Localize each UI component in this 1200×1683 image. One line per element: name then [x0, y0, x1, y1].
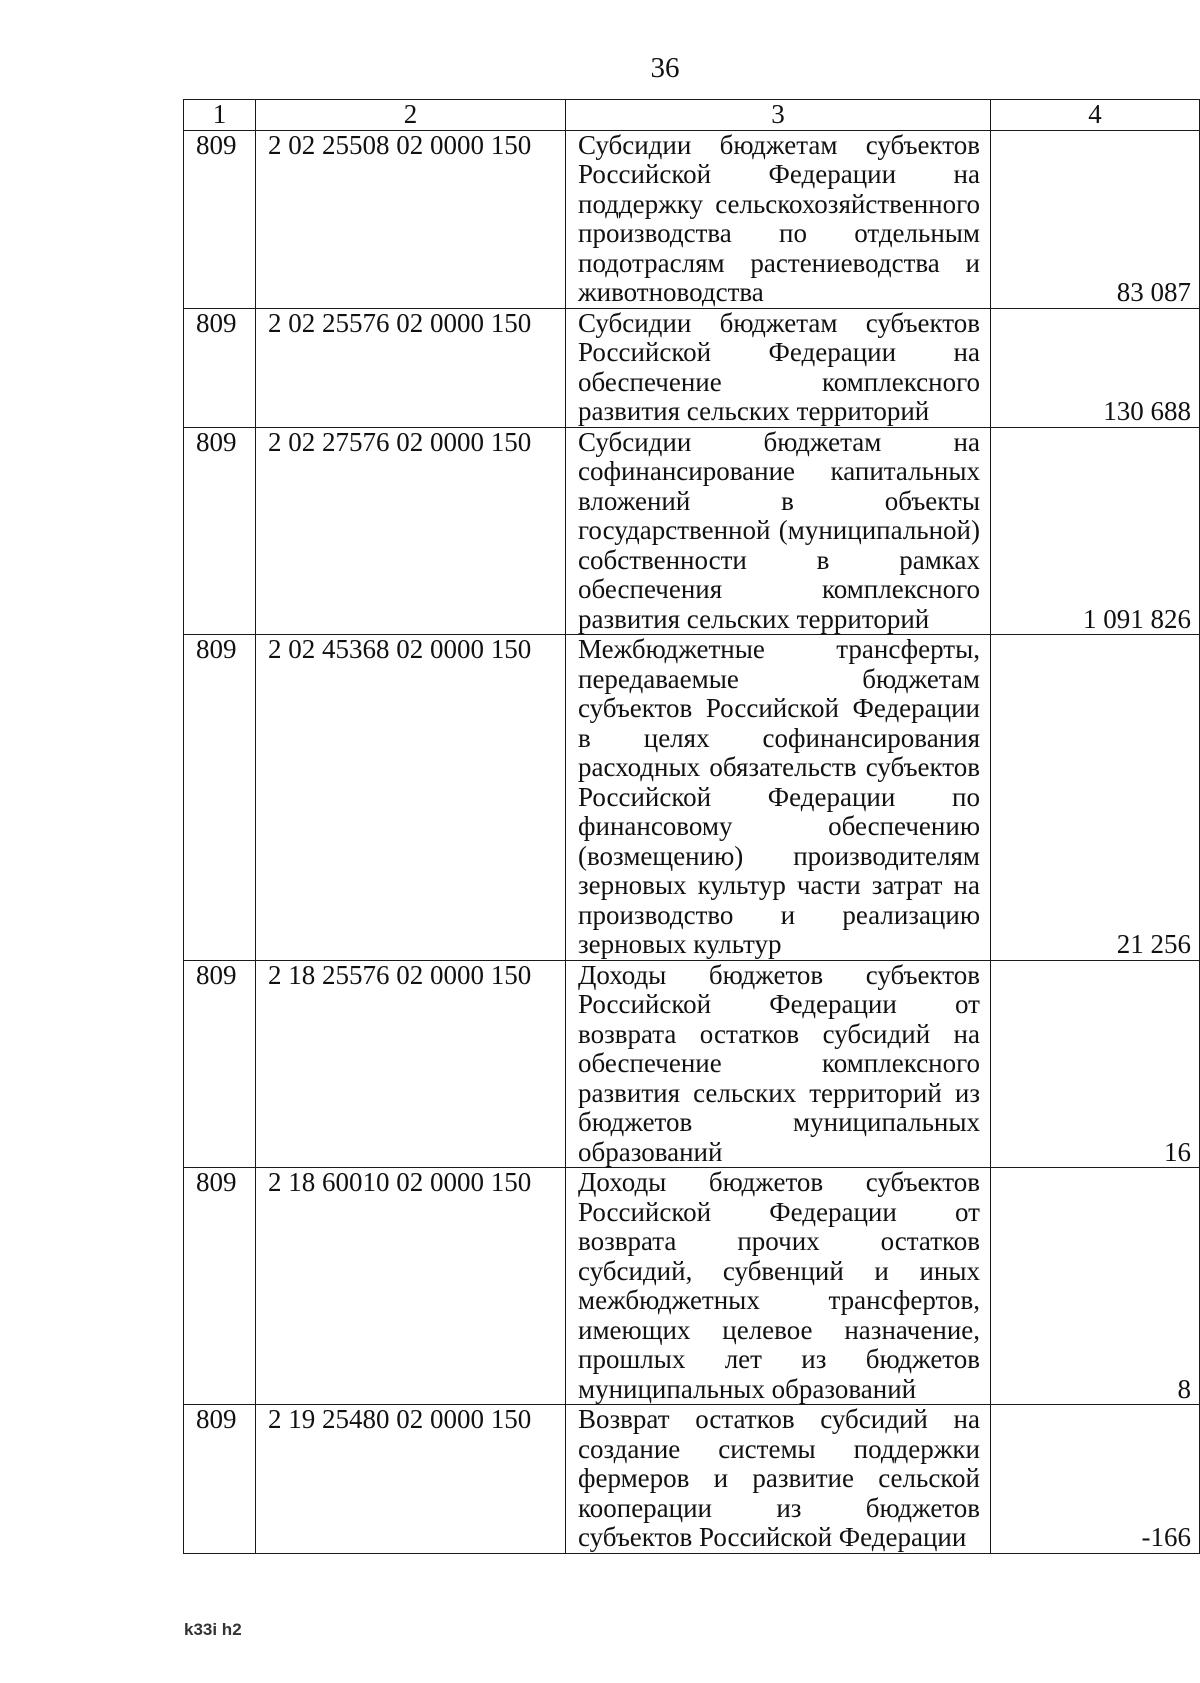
description-cell: Субсидии бюджетам на софинансирование капитальных вложений в объекты государственной (муниципальной) собственности в рамках обеспечения комплексного развития сельских территорий [566, 427, 991, 635]
admin-code-cell: 809 [184, 1168, 256, 1405]
budget-code-cell: 2 18 60010 02 0000 150 [256, 1168, 566, 1405]
admin-code-cell: 809 [184, 960, 256, 1168]
amount-cell: 130 688 [991, 308, 1200, 427]
admin-code-cell: 809 [184, 1405, 256, 1554]
budget-code-cell: 2 18 25576 02 0000 150 [256, 960, 566, 1168]
table-row [184, 427, 1200, 635]
amount-cell: 83 087 [991, 130, 1200, 308]
table-row [184, 308, 1200, 427]
amount-cell: -166 [991, 1405, 1200, 1554]
table-row [184, 130, 1200, 308]
column-header-3: 3 [566, 100, 991, 131]
budget-code-cell: 2 02 25508 02 0000 150 [256, 130, 566, 308]
table-row [184, 960, 1200, 1168]
column-header-4: 4 [991, 100, 1200, 131]
table-row [184, 635, 1200, 961]
page-number: 36 [650, 52, 680, 84]
table-header-row [184, 100, 1200, 131]
admin-code-cell: 809 [184, 635, 256, 961]
amount-cell: 16 [991, 960, 1200, 1168]
budget-code-cell: 2 02 27576 02 0000 150 [256, 427, 566, 635]
column-header-2: 2 [256, 100, 566, 131]
admin-code-cell: 809 [184, 130, 256, 308]
column-header-1: 1 [184, 100, 256, 131]
budget-code-cell: 2 02 25576 02 0000 150 [256, 308, 566, 427]
budget-table [183, 99, 1200, 1554]
amount-cell: 1 091 826 [991, 427, 1200, 635]
budget-code-cell: 2 19 25480 02 0000 150 [256, 1405, 566, 1554]
description-cell: Доходы бюджетов субъектов Российской Федерации от возврата прочих остатков субсидий, субвенций и иных межбюджетных трансфертов, имеющих целевое назначение, прошлых лет из бюджетов муниципальных образований [566, 1168, 991, 1405]
description-cell: Межбюджетные трансферты, передаваемые бюджетам субъектов Российской Федерации в целях софинансирования расходных обязательств субъектов Российской Федерации по финансовому обеспечению (возмещению) производителям зерновых культур части затрат на производство и реализацию зерновых культур [566, 635, 991, 961]
table-row [184, 1405, 1200, 1554]
table-row [184, 1168, 1200, 1405]
admin-code-cell: 809 [184, 427, 256, 635]
description-cell: Субсидии бюджетам субъектов Российской Федерации на поддержку сельскохозяйственного производства по отдельным подотраслям растениеводства и животноводства [566, 130, 991, 308]
description-cell: Возврат остатков субсидий на создание системы поддержки фермеров и развитие сельской кооперации из бюджетов субъектов Российской Федерации [566, 1405, 991, 1554]
admin-code-cell: 809 [184, 308, 256, 427]
document-footer-code: k33i h2 [184, 1620, 242, 1639]
amount-cell: 21 256 [991, 635, 1200, 961]
description-cell: Доходы бюджетов субъектов Российской Федерации от возврата остатков субсидий на обеспечение комплексного развития сельских территорий из бюджетов муниципальных образований [566, 960, 991, 1168]
amount-cell: 8 [991, 1168, 1200, 1405]
budget-code-cell: 2 02 45368 02 0000 150 [256, 635, 566, 961]
description-cell: Субсидии бюджетам субъектов Российской Федерации на обеспечение комплексного развития сельских территорий [566, 308, 991, 427]
